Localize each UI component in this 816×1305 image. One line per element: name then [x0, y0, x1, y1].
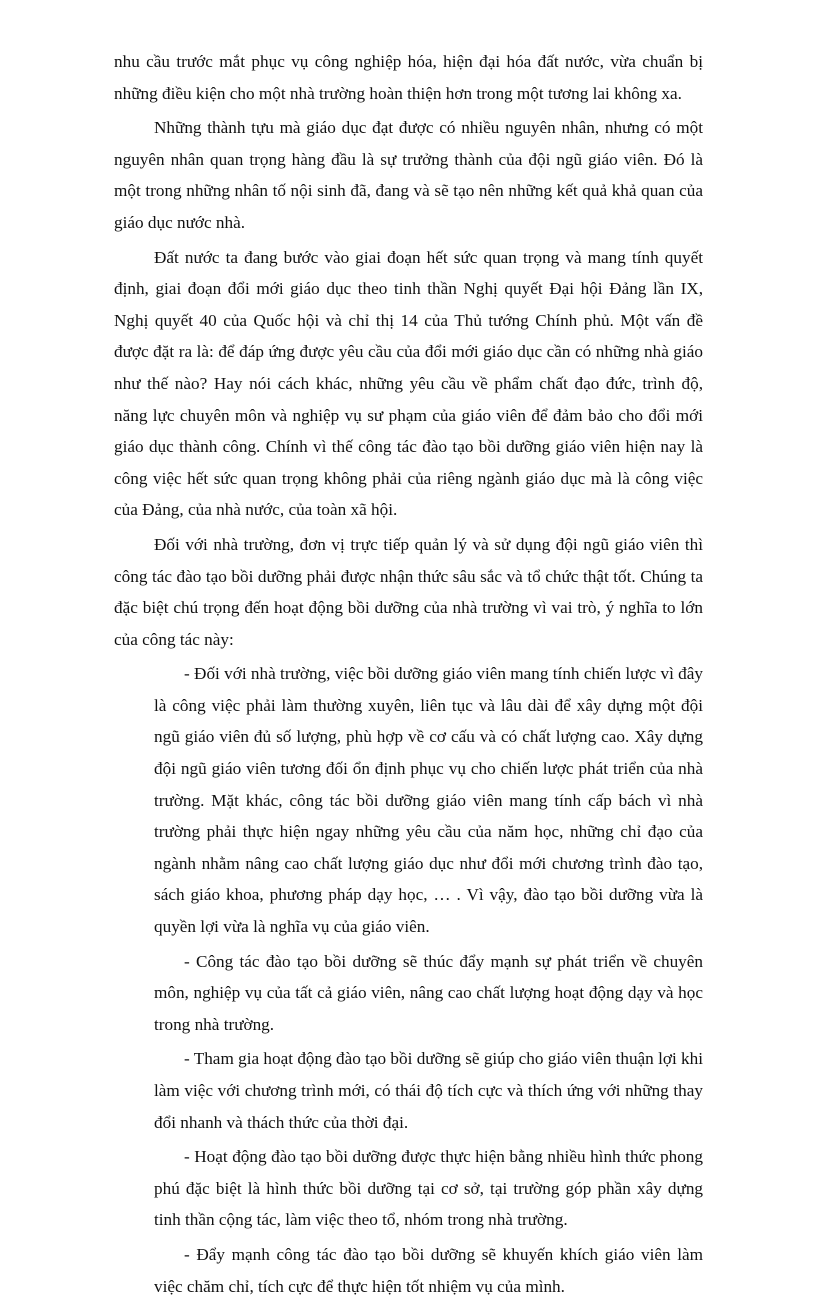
paragraph-education-reform: Đất nước ta đang bước vào giai đoạn hết sức quan trọng và mang tính quyết định, giai đoạn đổi mới giáo dục theo tinh thần Nghị quyết Đại hội Đảng lần IX, Nghị quyết 40 của Quốc hội và chỉ thị 14 của Thủ tướng Chính phủ. Một vấn đề được đặt ra là: để đáp ứng được yêu cầu của đổi mới giáo dục cần có những nhà giáo như thế nào? Hay nói cách khác, những yêu cầu về phẩm chất đạo đức, trình độ, năng lực chuyên môn và nghiệp vụ sư phạm của giáo viên để đảm bảo cho đổi mới giáo dục thành công. Chính vì thế công tác đào tạo bồi dưỡng giáo viên hiện nay là công việc hết sức quan trọng không phải của riêng ngành giáo dục mà là công việc của Đảng, của nhà nước, của toàn xã hội.: [114, 247, 703, 520]
paragraph-achievements: Những thành tựu mà giáo dục đạt được có nhiều nguyên nhân, nhưng có một nguyên nhân quan trọng hàng đầu là sự trưởng thành của đội ngũ giáo viên. Đó là một trong những nhân tố nội sinh đã, đang và sẽ tạo nên những kết quả khả quan của giáo dục nước nhà.: [114, 118, 703, 232]
paragraph-continuation: nhu cầu trước mắt phục vụ công nghiệp hóa, hiện đại hóa đất nước, vừa chuẩn bị những điều kiện cho một nhà trường hoàn thiện hơn trong một tương lai không xa.: [114, 52, 703, 103]
paragraph-school-role: Đối với nhà trường, đơn vị trực tiếp quản lý và sử dụng đội ngũ giáo viên thì công tác đào tạo bồi dưỡng phải được nhận thức sâu sắc và tổ chức thật tốt. Chúng ta đặc biệt chú trọng đến hoạt động bồi dưỡng của nhà trường vì vai trò, ý nghĩa to lớn của công tác này:: [114, 534, 703, 649]
document-page: [114, 46, 703, 1305]
bullet-list: [154, 658, 703, 1302]
bullet-item-encouragement: - Đẩy mạnh công tác đào tạo bồi dưỡng sẽ khuyến khích giáo viên làm việc chăm chỉ, tích cực để thực hiện tốt nhiệm vụ của mình.: [154, 1244, 703, 1296]
bullet-item-training-forms: - Hoạt động đào tạo bồi dưỡng được thực hiện bằng nhiều hình thức phong phú đặc biệt là hình thức bồi dưỡng tại cơ sở, tại trường góp phần xây dựng tinh thần cộng tác, làm việc theo tổ, nhóm trong nhà trường.: [154, 1147, 703, 1230]
bullet-item-professional-growth: - Công tác đào tạo bồi dưỡng sẽ thúc đẩy mạnh sự phát triển về chuyên môn, nghiệp vụ của tất cả giáo viên, nâng cao chất lượng hoạt động dạy và học trong nhà trường.: [154, 951, 703, 1034]
bullet-item-new-program: - Tham gia hoạt động đào tạo bồi dưỡng sẽ giúp cho giáo viên thuận lợi khi làm việc với chương trình mới, có thái độ tích cực và thích ứng với những thay đổi nhanh và thách thức của thời đại.: [154, 1049, 703, 1132]
bullet-item-strategic: - Đối với nhà trường, việc bồi dưỡng giáo viên mang tính chiến lược vì đây là công việc phải làm thường xuyên, liên tục và lâu dài để xây dựng một đội ngũ giáo viên đủ số lượng, phù hợp về cơ cấu và có chất lượng cao. Xây dựng đội ngũ giáo viên tương đối ổn định phục vụ cho chiến lược phát triển của nhà trường. Mặt khác, công tác bồi dưỡng giáo viên mang tính cấp bách vì nhà trường phải thực hiện ngay những yêu cầu của năm học, những chỉ đạo của ngành nhằm nâng cao chất lượng giáo dục như đổi mới chương trình đào tạo, sách giáo khoa, phương pháp dạy học, … . Vì vậy, đào tạo bồi dưỡng vừa là quyền lợi vừa là nghĩa vụ của giáo viên.: [154, 664, 703, 937]
